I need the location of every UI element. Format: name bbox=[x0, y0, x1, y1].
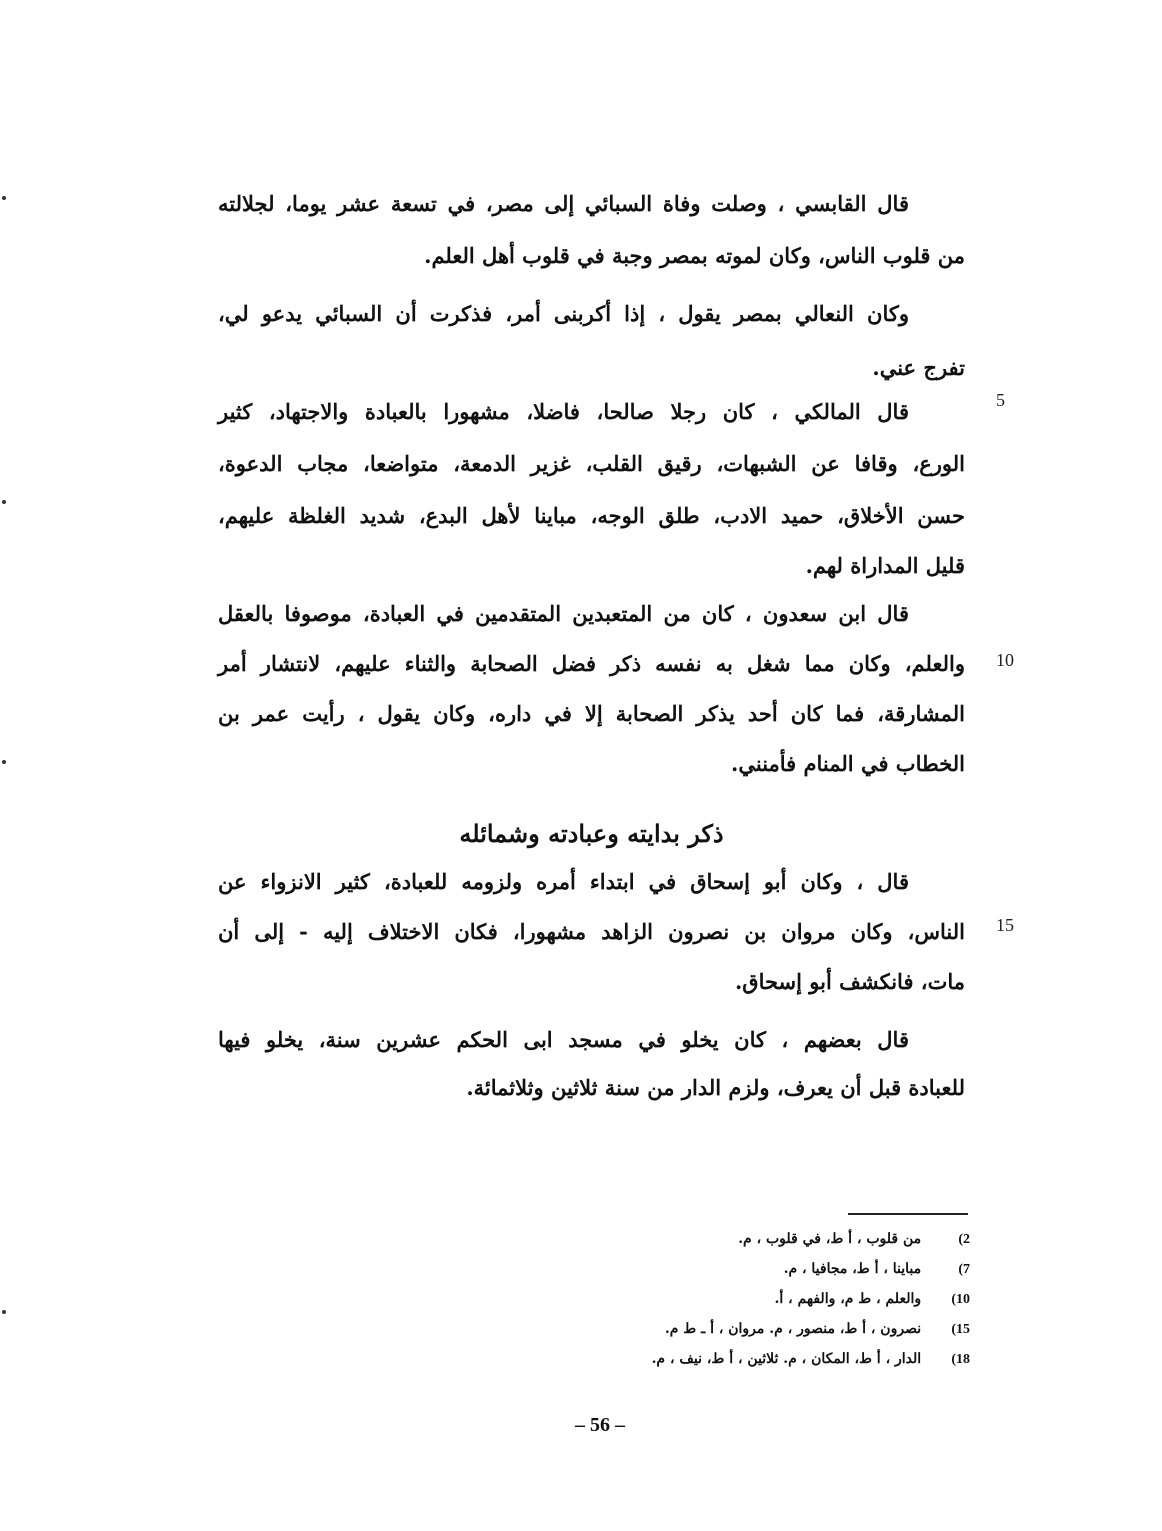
footnote-separator bbox=[848, 1213, 968, 1215]
scan-mark bbox=[2, 196, 6, 200]
footnote-text: نصرون ، أ ط، منصور ، م. مروان ، أ ـ ط م. bbox=[664, 1321, 922, 1337]
line-number-10: 10 bbox=[996, 650, 1014, 670]
section-line-4: قال بعضهم ، كان يخلو في مسجد ابى الحكم عشرين سنة، يخلو فيها bbox=[218, 1027, 909, 1052]
footnote-item bbox=[560, 1284, 970, 1314]
footnote-number: 7) bbox=[958, 1262, 970, 1277]
footnote-number: 18) bbox=[951, 1352, 970, 1367]
text-line-10: والعلم، وكان مما شغل به نفسه ذكر فضل الصحابة والثناء عليهم، لانتشار أمر bbox=[218, 651, 965, 676]
section-line-5: للعبادة قبل أن يعرف، ولزم الدار من سنة ثلاثين وثلاثمائة. bbox=[466, 1075, 965, 1100]
page-number: – 56 – bbox=[575, 1414, 625, 1436]
footnotes bbox=[560, 1224, 970, 1374]
section-line-3: مات، فانكشف أبو إسحاق. bbox=[735, 969, 965, 994]
footnote-text: والعلم ، ط م، والفهم ، أ. bbox=[774, 1291, 922, 1307]
footnote-text: مباينا ، أ ط، مجافيا ، م. bbox=[783, 1261, 922, 1277]
footnote-item bbox=[560, 1224, 970, 1254]
footnote-item bbox=[560, 1254, 970, 1284]
footnote-number: 15) bbox=[951, 1322, 970, 1337]
text-line-12: الخطاب في المنام فأمنني. bbox=[731, 751, 965, 776]
footnote-number: 10) bbox=[951, 1292, 970, 1307]
section-line-2: الناس، وكان مروان بن نصرون الزاهد مشهورا، فكان الاختلاف إليه - إلى أن bbox=[218, 919, 965, 944]
line-number-5: 5 bbox=[996, 390, 1005, 410]
line-number-15: 15 bbox=[996, 915, 1014, 935]
text-line-5: قال المالكي ، كان رجلا صالحا، فاضلا، مشهورا بالعبادة والاجتهاد، كثير bbox=[218, 399, 909, 424]
footnote-item bbox=[560, 1344, 970, 1374]
text-line-11: المشارقة، فما كان أحد يذكر الصحابة إلا في داره، وكان يقول ، رأيت عمر بن bbox=[218, 701, 965, 726]
section-heading: ذكر بدايته وعبادته وشمائله bbox=[459, 819, 724, 848]
text-line-8: قليل المداراة لهم. bbox=[805, 553, 965, 578]
text-line-6: الورع، وقافا عن الشبهات، رقيق القلب، غزير الدمعة، متواضعا، مجاب الدعوة، bbox=[218, 451, 965, 476]
text-line-3: وكان النعالي بمصر يقول ، إذا أكربنى أمر، فذكرت أن السبائي يدعو لي، bbox=[218, 301, 909, 326]
footnote-text: من قلوب ، أ ط، في قلوب ، م. bbox=[738, 1231, 922, 1247]
text-line-9: قال ابن سعدون ، كان من المتعبدين المتقدمين في العبادة، موصوفا بالعقل bbox=[218, 601, 909, 626]
text-line-7: حسن الأخلاق، حميد الادب، طلق الوجه، مباينا لأهل البدع، شديد الغلظة عليهم، bbox=[218, 503, 965, 528]
footnote-text: الدار ، أ ط، المكان ، م. ثلاثين ، أ ط، نيف ، م. bbox=[651, 1351, 922, 1367]
scan-mark bbox=[2, 500, 6, 504]
section-line-1: قال ، وكان أبو إسحاق في ابتداء أمره ولزومه للعبادة، كثير الانزواء عن bbox=[218, 869, 909, 894]
text-line-2: من قلوب الناس، وكان لموته بمصر وجبة في قلوب أهل العلم. bbox=[424, 243, 965, 268]
scan-mark bbox=[2, 760, 6, 764]
footnote-number: 2) bbox=[958, 1232, 970, 1247]
footnote-item bbox=[560, 1314, 970, 1344]
scan-mark bbox=[2, 1310, 6, 1314]
text-line-1: قال القابسي ، وصلت وفاة السبائي إلى مصر، في تسعة عشر يوما، لجلالته bbox=[218, 191, 909, 216]
text-line-4: تفرج عني. bbox=[872, 355, 965, 380]
